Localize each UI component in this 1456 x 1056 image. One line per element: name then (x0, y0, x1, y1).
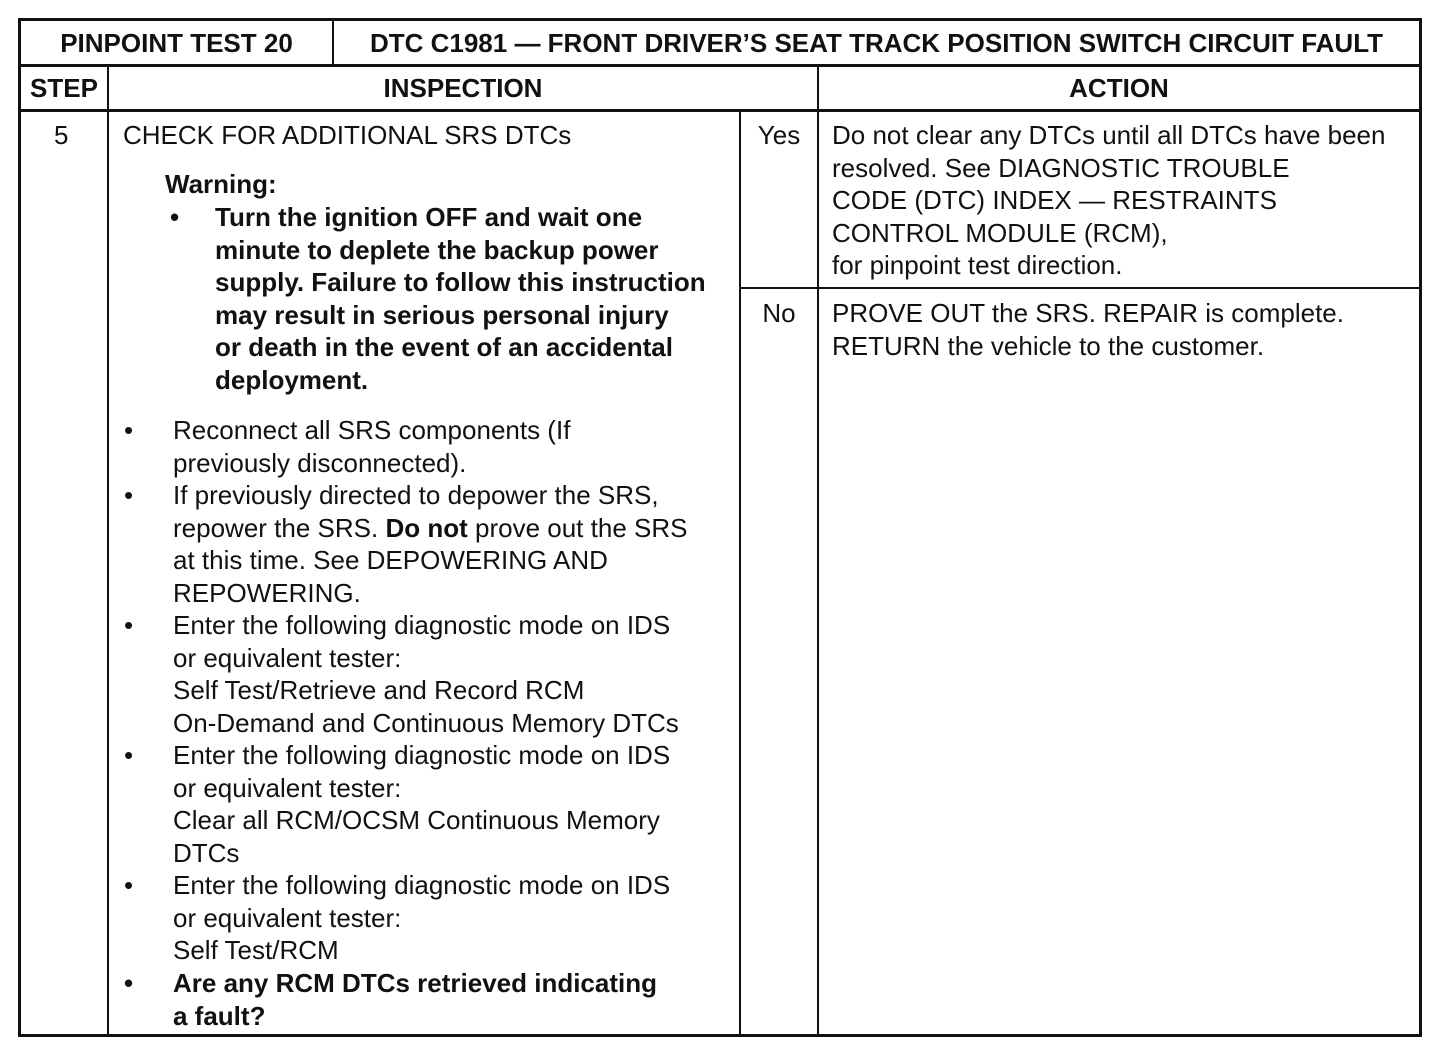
list-bullet: • (124, 740, 134, 770)
list-line: Self Test/RCM (173, 935, 339, 966)
list-line: previously disconnected). (173, 447, 467, 478)
action-line: RETURN the vehicle to the customer. (832, 330, 1265, 361)
warning-line: Turn the ignition OFF and wait one (215, 202, 643, 232)
step-column-divider (107, 64, 109, 1037)
inspection-step-repower (173, 479, 687, 609)
warning-line: minute to deplete the backup power (215, 234, 659, 265)
inspection-step-reconnect (173, 414, 570, 479)
list-line: DTCs (173, 837, 240, 868)
action-line: Do not clear any DTCs until all DTCs have been (832, 120, 1386, 150)
list-line: On-Demand and Continuous Memory DTCs (173, 707, 679, 738)
text-fragment: repower the SRS. (173, 512, 379, 543)
answer-column-divider (739, 110, 741, 1037)
list-line: at this time. See DEPOWERING AND (173, 545, 608, 576)
action-line: CONTROL MODULE (RCM), (832, 217, 1168, 248)
table-border-left (18, 18, 21, 1037)
list-bullet: • (124, 870, 134, 900)
step-number: 5 (54, 120, 69, 150)
table-border-right (1419, 18, 1422, 1037)
warning-line: or death in the event of an accidental (215, 332, 673, 363)
inspection-question (173, 967, 657, 1032)
warning-line: supply. Failure to follow this instruction (215, 267, 706, 298)
answer-no: No (762, 298, 796, 328)
list-bullet: • (124, 415, 134, 445)
list-bullet: • (124, 968, 134, 998)
do-not-emphasis: Do not (385, 512, 468, 543)
question-line: a fault? (173, 1000, 266, 1031)
list-line: Self Test/Retrieve and Record RCM (173, 675, 585, 706)
action-column-divider (817, 64, 819, 1037)
inspection-step-retrieve (173, 609, 679, 739)
action-column-header: ACTION (1069, 73, 1169, 103)
inspection-heading: CHECK FOR ADDITIONAL SRS DTCs (123, 120, 572, 150)
inspection-column-header: INSPECTION (383, 73, 543, 103)
action-yes (832, 119, 1385, 282)
action-no (832, 297, 1344, 362)
yes-no-separator (739, 287, 1422, 289)
table-border-bottom (18, 1034, 1422, 1037)
list-line: or equivalent tester: (173, 902, 402, 933)
action-line: CODE (DTC) INDEX — RESTRAINTS (832, 185, 1277, 216)
action-line: resolved. See DIAGNOSTIC TROUBLE (832, 152, 1290, 183)
list-line (173, 512, 687, 545)
list-line: or equivalent tester: (173, 642, 402, 673)
warning-line: deployment. (215, 364, 369, 395)
list-line: Enter the following diagnostic mode on IDS (173, 870, 671, 900)
list-line: Enter the following diagnostic mode on IDS (173, 740, 671, 770)
list-line: If previously directed to depower the SRS, (173, 480, 659, 510)
warning-text (215, 201, 706, 397)
inspection-step-self-test (173, 869, 670, 967)
answer-yes: Yes (757, 120, 801, 150)
dtc-title: DTC C1981 — FRONT DRIVER’S SEAT TRACK POSITION SWITCH CIRCUIT FAULT (369, 28, 1384, 58)
text-fragment: prove out the SRS (475, 512, 688, 543)
list-line: or equivalent tester: (173, 772, 402, 803)
pinpoint-test-label: PINPOINT TEST 20 (60, 28, 293, 58)
warning-label: Warning: (165, 169, 277, 199)
action-line: for pinpoint test direction. (832, 250, 1123, 281)
list-line: REPOWERING. (173, 577, 361, 608)
action-line: PROVE OUT the SRS. REPAIR is complete. (832, 298, 1344, 328)
list-bullet: • (124, 610, 134, 640)
step-column-header: STEP (30, 73, 98, 103)
list-line: Enter the following diagnostic mode on IDS (173, 610, 671, 640)
inspection-step-clear (173, 739, 670, 869)
warning-line: may result in serious personal injury (215, 299, 669, 330)
list-bullet: • (124, 480, 134, 510)
list-line: Clear all RCM/OCSM Continuous Memory (173, 805, 660, 836)
table-border-top (18, 18, 1422, 21)
header-row-separator (18, 109, 1422, 112)
title-row-separator (18, 64, 1422, 67)
warning-bullet: • (170, 202, 180, 232)
list-line: Reconnect all SRS components (If (173, 415, 571, 445)
question-line: Are any RCM DTCs retrieved indicating (173, 968, 657, 998)
